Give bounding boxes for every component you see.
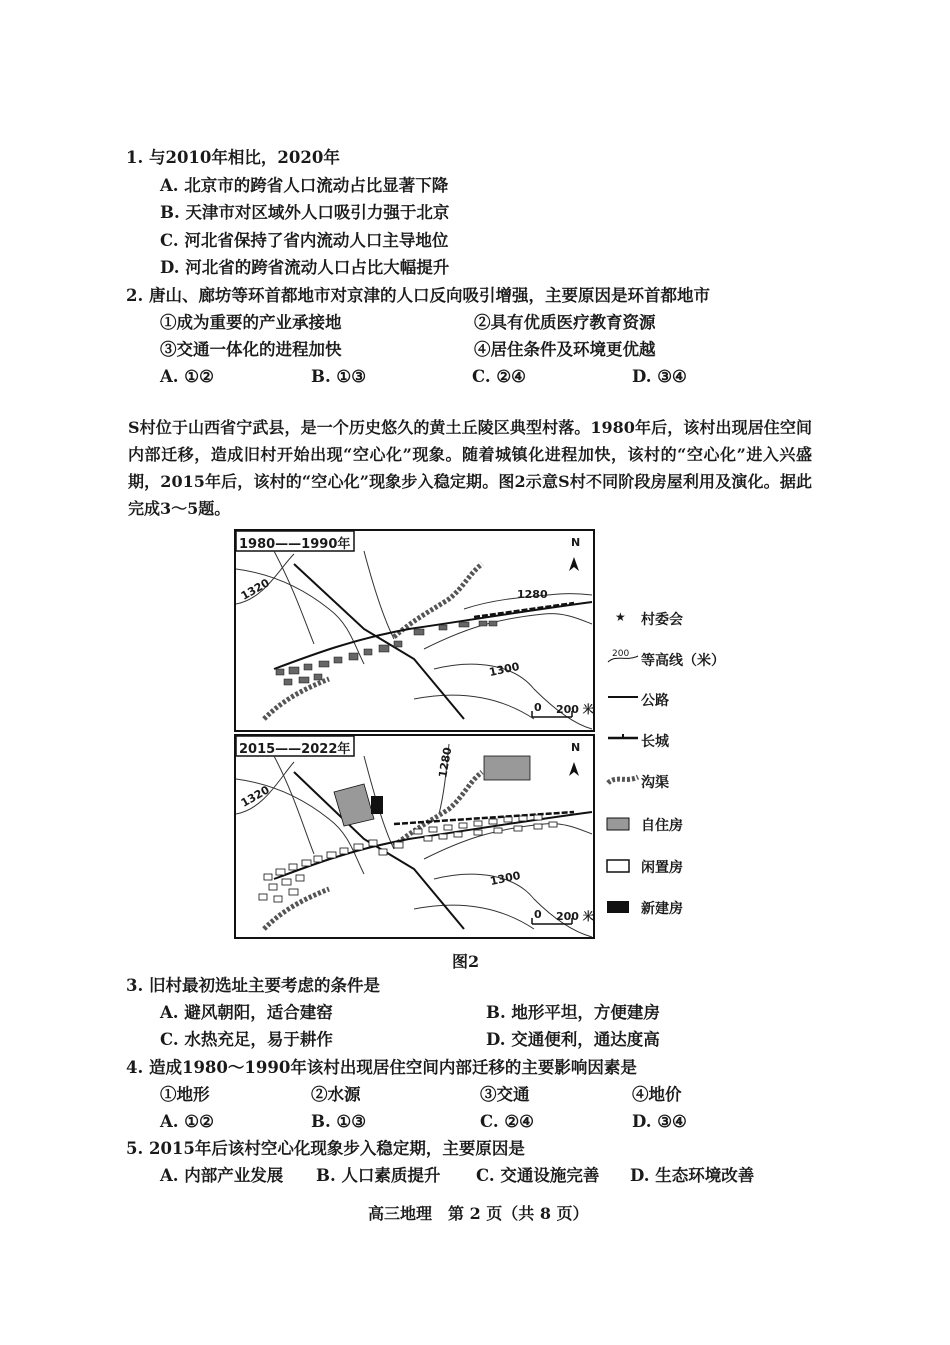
map-top-scale: 200 米	[556, 703, 594, 716]
legend-great-wall: 长城	[641, 734, 669, 750]
q1-option-d: D. 河北省的跨省流动人口占比大幅提升	[160, 258, 450, 277]
legend-star-icon: ★	[615, 610, 626, 624]
q1-option-a: A. 北京市的跨省人口流动占比显著下降	[160, 176, 449, 195]
q1-option-c: C. 河北省保持了省内流动人口主导地位	[160, 231, 449, 250]
q3-option-b: B. 地形平坦，方便建房	[486, 1003, 660, 1022]
map-bottom-contour-1280: 1280	[436, 746, 455, 779]
map-top-contour-1300: 1300	[487, 659, 521, 680]
q2-stem: 2. 唐山、廊坊等环首都地市对京津的人口反向吸引增强，主要原因是环首都地市	[126, 286, 710, 305]
legend-self-occupied-icon	[606, 817, 630, 831]
q1-option-b: B. 天津市对区域外人口吸引力强于北京	[160, 203, 450, 222]
legend-idle: 闲置房	[641, 860, 683, 876]
map-top-contour-1320: 1320	[238, 576, 272, 603]
q4-stem: 4. 造成1980～1990年该村出现居住空间内部迁移的主要影响因素是	[126, 1058, 637, 1077]
map-top-north: N	[571, 536, 581, 549]
q4-item-3: ③交通	[480, 1085, 530, 1104]
page-footer: 高三地理 第 2 页（共 8 页）	[368, 1204, 589, 1223]
q5-option-a: A. 内部产业发展	[160, 1166, 284, 1185]
q3-stem: 3. 旧村最初选址主要考虑的条件是	[126, 976, 380, 995]
passage-text: S村位于山西省宁武县，是一个历史悠久的黄土丘陵区典型村落。1980年后，该村出现居住空间内部迁移，造成旧村开始出现“空心化”现象。随着城镇化进程加快，该村的“空心化”进入兴盛期，2015年后，该村的“空心化”现象步入稳定期。图2示意S村不同阶段房屋利用及演化。据此完成3～5题。	[128, 418, 812, 518]
q5-option-b: B. 人口素质提升	[316, 1166, 441, 1185]
map-top-contour-1280: 1280	[517, 588, 548, 601]
q4-option-c: C. ②④	[480, 1112, 534, 1131]
legend-new-building-icon	[606, 900, 630, 914]
q4-item-4: ④地价	[632, 1085, 682, 1104]
map-bottom-contour-1300: 1300	[488, 868, 522, 889]
q4-item-2: ②水源	[311, 1085, 361, 1104]
legend-new-building: 新建房	[641, 901, 683, 917]
legend-contour: 等高线（米）	[641, 653, 725, 669]
q4-option-d: D. ③④	[632, 1112, 687, 1131]
legend-contour-value: 200	[612, 649, 630, 659]
legend-self-occupied: 自住房	[641, 818, 683, 834]
legend-great-wall-icon	[606, 733, 640, 743]
legend-gully-icon	[606, 773, 640, 787]
map-bottom-period: 2015——2022年	[239, 742, 351, 757]
q5-option-d: D. 生态环境改善	[630, 1166, 755, 1185]
q2-item-4: ④居住条件及环境更优越	[474, 340, 656, 359]
q4-option-b: B. ①③	[311, 1112, 367, 1131]
map-top-period: 1980——1990年	[239, 537, 351, 552]
q4-option-a: A. ①②	[160, 1112, 214, 1131]
q2-item-3: ③交通一体化的进程加快	[160, 340, 342, 359]
q3-option-d: D. 交通便利，通达度高	[486, 1030, 660, 1049]
q1-stem: 1. 与2010年相比，2020年	[126, 148, 340, 167]
q4-item-1: ①地形	[160, 1085, 210, 1104]
q2-item-2: ②具有优质医疗教育资源	[474, 313, 656, 332]
legend-gully: 沟渠	[641, 775, 669, 791]
q2-option-a: A. ①②	[160, 367, 214, 386]
q2-option-d: D. ③④	[632, 367, 687, 386]
map-top-scale-zero: 0	[534, 701, 542, 714]
map-bottom-contour-1320: 1320	[238, 783, 272, 810]
figure-caption: 图2	[452, 952, 480, 971]
q2-option-b: B. ①③	[311, 367, 367, 386]
map-bottom-scale: 200 米	[556, 910, 594, 923]
q3-option-c: C. 水热充足，易于耕作	[160, 1030, 333, 1049]
q2-option-c: C. ②④	[472, 367, 526, 386]
q3-option-a: A. 避风朝阳，适合建窑	[160, 1003, 333, 1022]
map-bottom-scale-zero: 0	[534, 908, 542, 921]
legend-village-committee: 村委会	[641, 612, 683, 628]
map-bottom-north: N	[571, 741, 581, 754]
q2-item-1: ①成为重要的产业承接地	[160, 313, 342, 332]
q5-option-c: C. 交通设施完善	[476, 1166, 600, 1185]
legend-road-icon	[606, 692, 640, 702]
q5-stem: 5. 2015年后该村空心化现象步入稳定期，主要原因是	[126, 1139, 525, 1158]
legend-road: 公路	[641, 693, 669, 709]
legend-idle-icon	[606, 859, 630, 873]
